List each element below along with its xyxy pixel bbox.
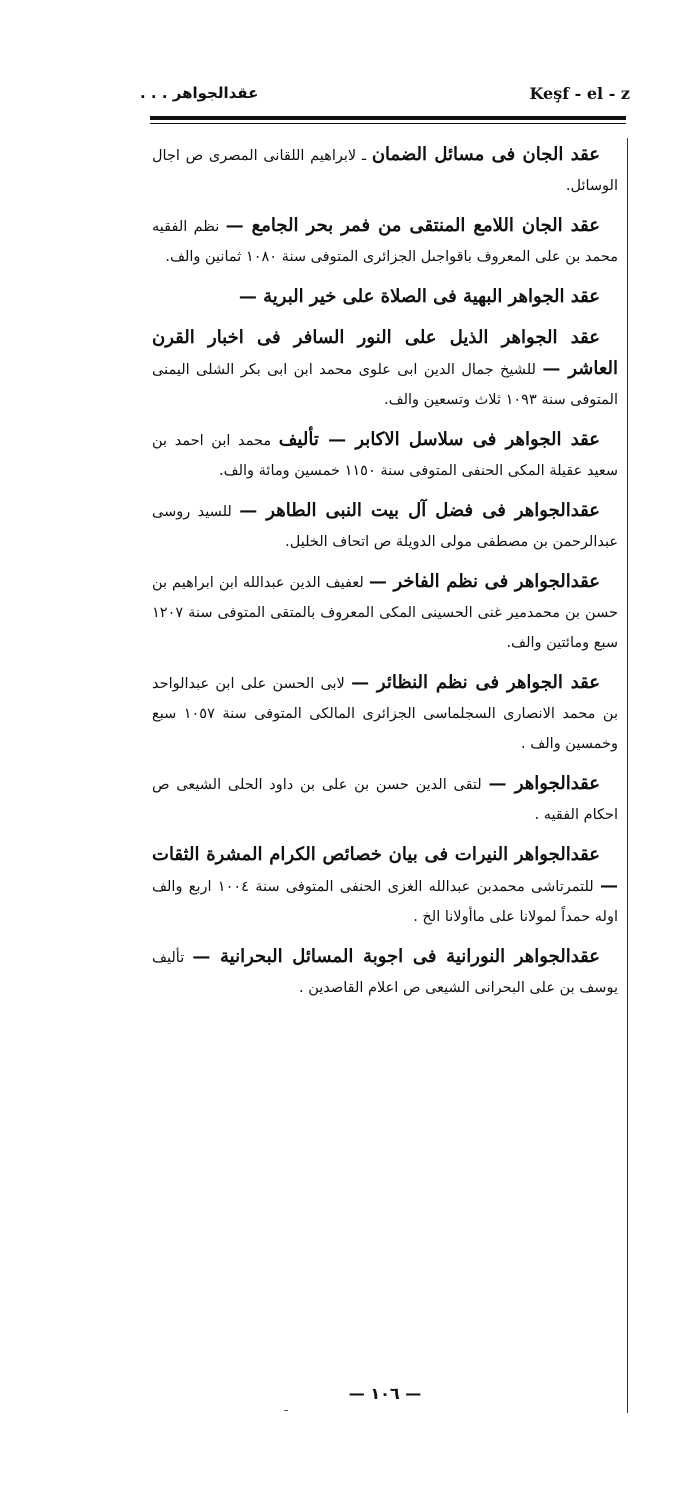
entry-title: عقد الجواهر البهية فى الصلاة على خير البرية — — [238, 286, 600, 307]
catalog-entry — [152, 668, 618, 759]
entry-title: عقدالجواهر النيرات فى بيان خصائص الكرام المشرة الثقات — — [152, 844, 618, 896]
entry-description: للسيد روسى عبدالرحمن بن مصطفى مولى الدويلة ص اتحاف الخليل. — [152, 504, 618, 550]
header-rule-thick — [150, 116, 626, 120]
catalog-entry — [152, 323, 618, 415]
entry-title: عقد الجواهر فى سلاسل الاكابر — تأليف — [278, 429, 601, 450]
entry-description: محمد ابن احمد بن سعيد عقيلة المكى الحنفى المتوفى سنة ١١٥٠ خمسين ومائة والف. — [152, 433, 618, 479]
catalog-entry — [152, 567, 618, 658]
entry-title: عقدالجواهر النورانية فى اجوبة المسائل البحرانية — — [192, 946, 600, 967]
entry-description: لعفيف الدين عبدالله ابن ابراهيم بن حسن بن محمدمير غنى الحسينى المكى المعروف بالمتقى المتوفى سنة ١٢٠٧ سبع ومائتين والف. — [152, 575, 618, 651]
running-header — [140, 84, 630, 108]
entry-description: لتقى الدين حسن بن على بن داود الحلى الشيعى ص احكام الفقيه . — [152, 777, 618, 823]
catalog-entry — [152, 942, 618, 1003]
catalog-entry — [152, 282, 618, 313]
running-title: عقدالجواهر . . . — [140, 84, 259, 102]
catalog-entry — [152, 840, 618, 932]
catalog-entry — [152, 211, 618, 272]
catalog-entry — [152, 769, 618, 830]
entry-title: عقدالجواهر فى نظم الفاخر — — [368, 571, 601, 592]
catalog-entry — [152, 140, 618, 201]
entry-title: عقد الجواهر فى نظم النظائر — — [351, 672, 600, 693]
header-rule-thin — [150, 123, 626, 124]
entry-description: لابى الحسن على ابن عبدالواحد بن محمد الانصارى السجلماسى الجزائرى المالكى المتوفى سنة ١٠٥٧ سبع وخمسين والف . — [152, 676, 618, 752]
entry-title: عقدالجواهر — — [488, 773, 600, 794]
entry-title: عقدالجواهر فى فضل آل بيت النبى الطاهر — — [239, 500, 600, 521]
entry-description: للشيخ جمال الدين ابى علوى محمد ابن ابى بكر الشلى اليمنى المتوفى سنة ١٠٩٣ ثلاث وتسعين والف. — [152, 362, 618, 408]
entry-description: للتمرتاشى محمدبن عبدالله الغزى الحنفى المتوفى سنة ١٠٠٤ اربع والف اوله حمداً لمولانا على ماأولانا الخ . — [152, 879, 618, 925]
catalog-entry — [152, 496, 618, 557]
footer-mark — [284, 1410, 288, 1411]
margin-rule — [627, 138, 628, 1413]
catalog-entry — [152, 425, 618, 486]
entry-description: ـ لابراهيم اللقانى المصرى ص اجال الوسائل. — [152, 148, 618, 194]
entry-title: عقد الجواهر الذيل على النور السافر فى اخبار القرن العاشر — — [152, 327, 619, 379]
catalog-reference: Keşf - el - z — [529, 84, 630, 103]
entry-title: عقد الجان اللامع المنتقى من فمر بحر الجامع — — [225, 215, 601, 236]
entry-description: تأليف يوسف بن على البحرانى الشيعى ص اعلام القاصدين . — [152, 950, 618, 996]
entry-title: عقد الجان فى مسائل الضمان — [371, 144, 601, 165]
page-number: — ١٠٦ — — [348, 1384, 422, 1403]
entries-list — [152, 140, 618, 1013]
entry-description: نظم الفقيه محمد بن على المعروف باقواجىل الجزائرى المتوفى سنة ١٠٨٠ ثمانين والف. — [152, 219, 618, 265]
